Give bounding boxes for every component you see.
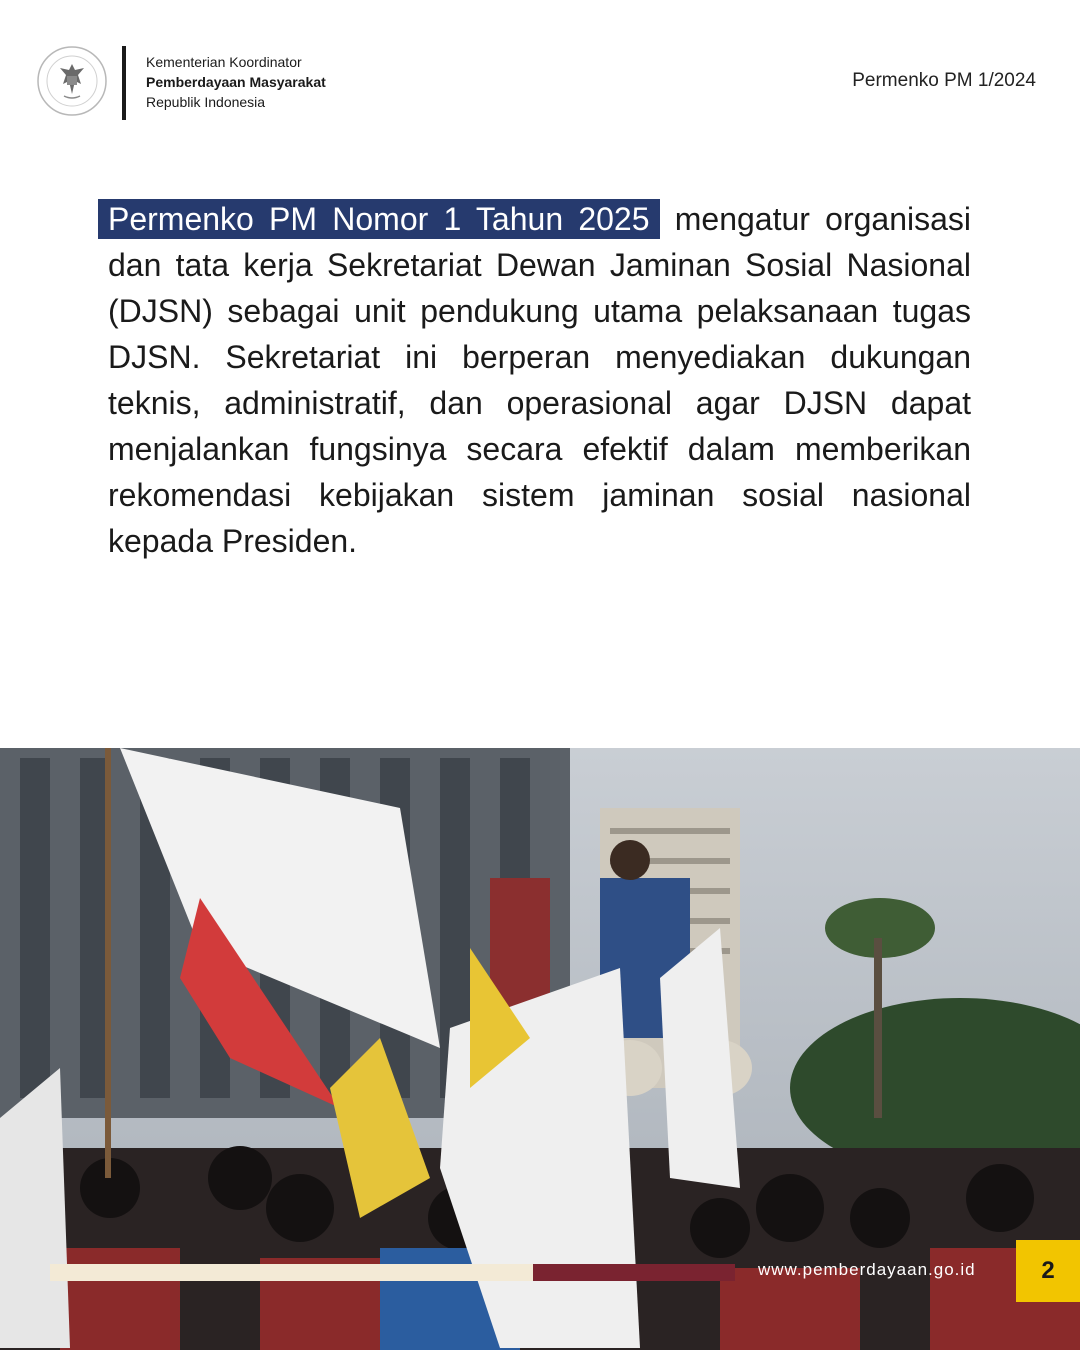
footer-accent-bar-red: [533, 1264, 735, 1281]
header-divider: [122, 46, 126, 120]
regulation-reference: Permenko PM 1/2024: [852, 70, 1036, 91]
highlighted-regulation-title: Permenko PM Nomor 1 Tahun 2025: [98, 199, 660, 239]
org-line-3: Republik Indonesia: [146, 94, 266, 110]
body-paragraph: [108, 196, 971, 564]
page-number-badge: [1016, 1240, 1080, 1302]
footer-accent-bar-cream: [50, 1264, 533, 1281]
garuda-emblem-icon: [34, 38, 110, 128]
body-text: mengatur organisasi dan tata kerja Sekretariat Dewan Jaminan Sosial Nasional (DJSN) sebagai unit pendukung utama pelaksanaan tugas DJSN. Sekretariat ini berperan menyediakan dukungan teknis, administratif, dan operasional agar DJSN dapat menjalankan fungsinya secara efektif dalam memberikan rekomendasi kebijakan sistem jaminan sosial nasional kepada Presiden.: [108, 201, 972, 559]
ministry-logo: [34, 38, 110, 128]
org-line-1: Kementerian Koordinator: [146, 54, 302, 70]
organization-name: [146, 52, 326, 112]
website-url[interactable]: www.pemberdayaan.go.id: [758, 1260, 976, 1279]
org-line-2: Pemberdayaan Masyarakat: [146, 74, 326, 90]
page-number: 2: [1041, 1257, 1055, 1284]
